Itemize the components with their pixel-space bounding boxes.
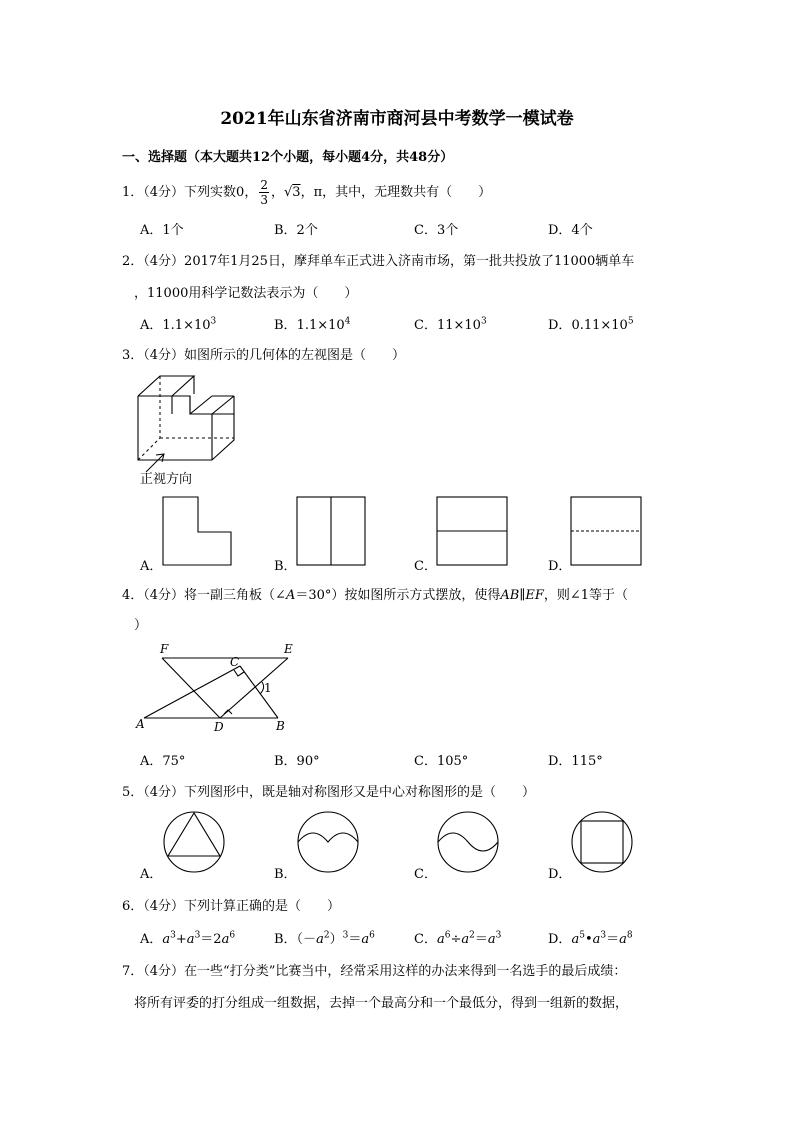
q2-c-base: 11×10 xyxy=(436,318,481,333)
q2-line-1: 2．（4分）2017年1月25日，摩拜单车正式进入济南市场，第一批共投放了11000辆单车 xyxy=(122,254,635,269)
q2-option-b xyxy=(274,314,350,333)
q1-fraction xyxy=(259,178,269,207)
q4-option-a: A．75° xyxy=(140,754,186,769)
q4-label-f: F xyxy=(160,642,169,656)
q2-d-base: 0.11×10 xyxy=(571,318,628,333)
q2-option-c xyxy=(414,314,487,333)
q3-text: 3．（4分）如图所示的几何体的左视图是（ ） xyxy=(122,348,406,363)
q2-a-exp: 3 xyxy=(210,316,217,327)
q5-option-a-label: A． xyxy=(140,867,163,882)
q4-part-b: ＝30°）按如图所示方式摆放，使得 xyxy=(295,588,501,603)
q4-line-2: ） xyxy=(134,618,148,633)
q5-option-b-figure xyxy=(296,810,360,874)
q5-option-d-figure xyxy=(570,810,634,874)
q4-angle-var: A xyxy=(285,588,296,603)
q3-option-b-figure xyxy=(296,496,366,566)
q5-option-c-figure xyxy=(436,810,500,874)
q4-option-d: D．115° xyxy=(548,754,603,769)
q1-frac-num: 2 xyxy=(260,178,268,192)
q2-b-exp: 4 xyxy=(344,316,351,327)
q2-option-a xyxy=(140,314,216,333)
q5-option-d-label: D． xyxy=(548,867,572,882)
q4-option-b: B．90° xyxy=(274,754,320,769)
q6-option-c: C．$a^6\div a^2=a^3$ xyxy=(414,930,502,947)
q1-option-c: C．3个 xyxy=(414,223,459,238)
q5-text: 5．（4分）下列图形中，既是轴对称图形又是中心对称图形的是（ ） xyxy=(122,785,536,800)
q3-option-a-label: A． xyxy=(140,559,163,574)
q4-label-e: E xyxy=(284,642,293,656)
q1-option-b: B．2个 xyxy=(274,223,318,238)
q1-sqrt-val: 3 xyxy=(292,185,301,200)
q4-label-c: C xyxy=(230,655,240,669)
q2-c-label: C． xyxy=(414,318,437,333)
q4-label-b: B xyxy=(276,719,285,733)
q4-label-1: 1 xyxy=(264,681,272,695)
q3-option-d-figure xyxy=(570,496,642,566)
q1-frac-den: 3 xyxy=(260,193,268,207)
question-1 xyxy=(122,178,491,207)
q1-suffix: ，π，其中，无理数共有（ ） xyxy=(300,185,492,200)
q3-option-d-label: D． xyxy=(548,559,572,574)
q6-option-a: A．$a^3+a^3=2a^6$ xyxy=(140,930,236,947)
q2-a-label: A． xyxy=(140,318,163,333)
q4-part-a: 4．（4分）将一副三角板（∠ xyxy=(122,588,286,603)
q4-label-d: D xyxy=(214,720,224,734)
q1-option-a: A．1个 xyxy=(140,223,184,238)
q5-option-b-label: B． xyxy=(274,867,297,882)
q4-parallel-b: EF xyxy=(525,588,544,603)
q6-c-label: C． xyxy=(414,932,437,947)
q2-c-exp: 3 xyxy=(480,316,487,327)
q6-d-label: D． xyxy=(548,932,572,947)
q3-figure-caption: 正视方向 xyxy=(140,472,193,487)
q4-line-1 xyxy=(122,584,628,603)
q3-option-b-label: B． xyxy=(274,559,297,574)
q4-label-a: A xyxy=(136,717,145,731)
q1-sep: ， xyxy=(270,185,284,200)
q3-option-c-label: C． xyxy=(414,559,437,574)
q1-sqrt: √3 xyxy=(283,185,301,200)
q2-d-exp: 5 xyxy=(627,316,634,327)
q6-option-b: B．$(-a^2)^3=a^6$ xyxy=(274,930,375,947)
q4-parallel-sym: ∥ xyxy=(519,588,526,603)
q3-option-a-figure xyxy=(162,496,232,566)
q4-part-c: ，则∠1等于（ xyxy=(543,588,629,603)
q7-line-1: 7．（4分）在一些“打分类”比赛当中，经常采用这样的办法来得到一名选手的最后成绩： xyxy=(122,964,627,979)
q6-a-label: A． xyxy=(140,932,163,947)
q1-option-d: D．4个 xyxy=(548,223,593,238)
q3-option-c-figure xyxy=(436,496,508,566)
q4-triangles-figure xyxy=(134,640,304,735)
q2-b-base: 1.1×10 xyxy=(296,318,345,333)
q6-b-label: B．（－ xyxy=(274,932,317,947)
q2-option-d xyxy=(548,314,634,333)
section-heading: 一、选择题（本大题共12个小题，每小题4分，共48分） xyxy=(122,150,454,165)
q6-option-d: D．$a^5•a^3=a^8$ xyxy=(548,930,633,947)
q4-parallel-a: AB xyxy=(500,588,520,603)
q2-b-label: B． xyxy=(274,318,297,333)
q4-option-c: C．105° xyxy=(414,754,469,769)
q2-a-base: 1.1×10 xyxy=(162,318,211,333)
q5-option-a-figure xyxy=(162,810,226,874)
page-title: 2021年山东省济南市商河县中考数学一模试卷 xyxy=(220,109,574,129)
q6-text: 6．（4分）下列计算正确的是（ ） xyxy=(122,899,341,914)
q5-option-c-label: C． xyxy=(414,867,437,882)
q7-line-2: 将所有评委的打分组成一组数据，去掉一个最高分和一个最低分，得到一组新的数据， xyxy=(134,996,629,1011)
q1-prefix: 1．（4分）下列实数0， xyxy=(122,185,258,200)
q2-d-label: D． xyxy=(548,318,572,333)
q2-line-2: ，11000用科学记数法表示为（ ） xyxy=(134,286,358,301)
